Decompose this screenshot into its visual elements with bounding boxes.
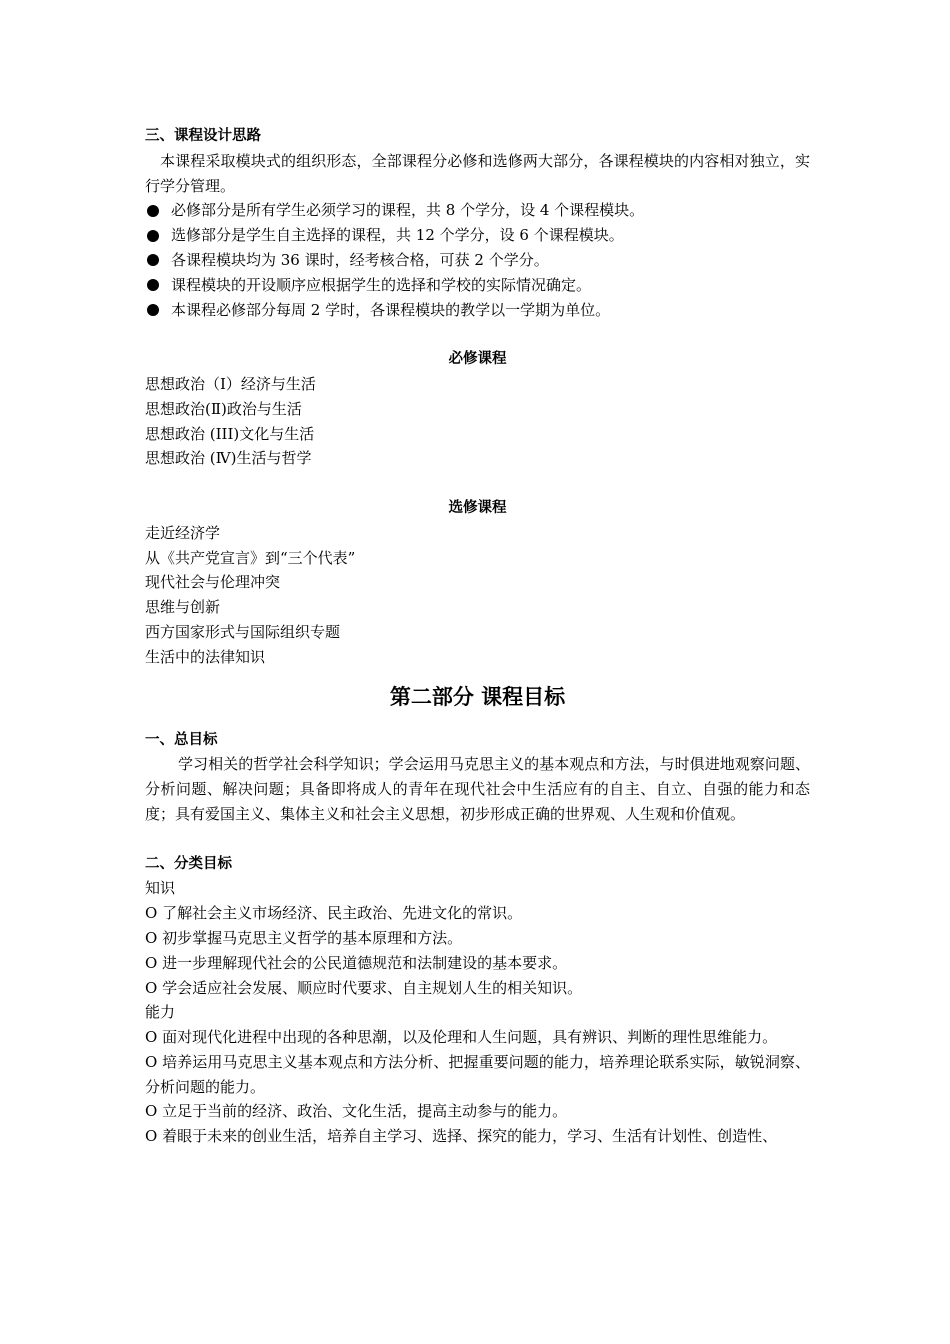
required-course-item: 思想政治（Ⅰ）经济与生活 <box>145 374 316 393</box>
bullet-dot-icon <box>147 279 159 291</box>
knowledge-label: 知识 <box>145 879 176 898</box>
required-course-item: 思想政治(Ⅱ)政治与生活 <box>145 399 302 418</box>
spacer <box>145 827 810 852</box>
elective-course-item: 西方国家形式与国际组织专题 <box>145 622 341 641</box>
bullet-text: 各课程模块均为 36 课时，经考核合格，可获 2 个学分。 <box>171 250 549 269</box>
general-goal-paragraph: 学习相关的哲学社会科学知识；学会运用马克思主义的基本观点和方法，与时俱进地观察问题、分析问题、解决问题；具备即将成人的青年在现代社会中生活应有的自主、自立、自强的能力和态度；具有爱国主义、集体主义和社会主义思想，初步形成正确的世界观、人生观和价值观。 <box>145 755 810 823</box>
required-courses-heading: 必修课程 <box>448 351 507 368</box>
bullet-text: 本课程必修部分每周 2 学时，各课程模块的教学以一学期为单位。 <box>171 300 611 319</box>
section-intro-paragraph: 本课程采取模块式的组织形态，全部课程分必修和选修两大部分，各课程模块的内容相对独立，实行学分管理。 <box>145 151 810 195</box>
spacer <box>145 322 810 347</box>
ability-item: O 立足于当前的经济、政治、文化生活，提高主动参与的能力。 <box>145 1102 568 1121</box>
elective-courses-heading: 选修课程 <box>448 499 507 516</box>
bullet-item <box>145 198 810 223</box>
required-course-item: 思想政治 (III)文化与生活 <box>145 424 315 443</box>
bullet-dot-icon <box>147 304 159 316</box>
knowledge-item: O 进一步理解现代社会的公民道德规范和法制建设的基本要求。 <box>145 953 568 972</box>
bullet-dot-icon <box>147 230 159 242</box>
bullet-text: 课程模块的开设顺序应根据学生的选择和学校的实际情况确定。 <box>171 275 592 294</box>
spacer <box>145 471 810 496</box>
bullet-item <box>145 223 810 248</box>
bullet-text: 必修部分是所有学生必须学习的课程，共 8 个学分，设 4 个课程模块。 <box>171 201 645 220</box>
part-two-title: 第二部分 课程目标 <box>389 684 566 709</box>
bullet-text: 选修部分是学生自主选择的课程，共 12 个学分，设 6 个课程模块。 <box>171 226 624 245</box>
required-course-item: 思想政治 (Ⅳ)生活与哲学 <box>145 449 312 468</box>
ability-item: O 培养运用马克思主义基本观点和方法分析、把握重要问题的能力，培养理论联系实际，敏锐洞察、分析问题的能力。 <box>145 1052 810 1096</box>
ability-label: 能力 <box>145 1003 176 1022</box>
elective-course-item: 从《共产党宣言》到“三个代表” <box>145 548 356 567</box>
ability-item: O 着眼于未来的创业生活，培养自主学习、选择、探究的能力，学习、生活有计划性、创造性、 <box>145 1127 778 1146</box>
knowledge-item: O 初步掌握马克思主义哲学的基本原理和方法。 <box>145 928 463 947</box>
section-title-design: 三、课程设计思路 <box>145 128 261 144</box>
elective-course-item: 现代社会与伦理冲突 <box>145 573 281 592</box>
elective-course-item: 思维与创新 <box>145 598 221 617</box>
ability-item: O 面对现代化进程中出现的各种思潮，以及伦理和人生问题，具有辨识、判断的理性思维能力。 <box>145 1028 778 1047</box>
elective-course-item: 走近经济学 <box>145 523 221 542</box>
category-goal-title: 二、分类目标 <box>145 855 232 872</box>
knowledge-item: O 学会适应社会发展、顺应时代要求、自主规划人生的相关知识。 <box>145 978 583 997</box>
elective-course-item: 生活中的法律知识 <box>145 647 266 666</box>
bullet-dot-icon <box>147 205 159 217</box>
bullet-dot-icon <box>147 254 159 266</box>
general-goal-title: 一、总目标 <box>145 731 218 748</box>
bullet-item <box>145 248 810 273</box>
bullet-item <box>145 298 810 323</box>
knowledge-item: O 了解社会主义市场经济、民主政治、先进文化的常识。 <box>145 904 523 923</box>
bullet-item <box>145 273 810 298</box>
document-content <box>145 124 810 1149</box>
